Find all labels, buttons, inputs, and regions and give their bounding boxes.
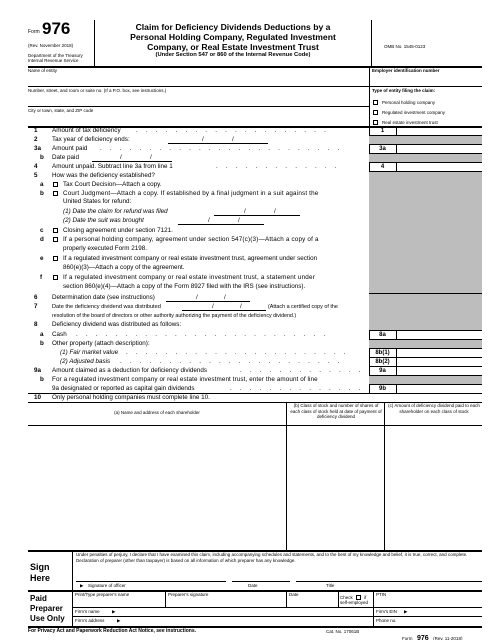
line-5a-num: a: [40, 181, 44, 188]
sign-title-2: Here: [30, 573, 51, 583]
line-4-amount[interactable]: [397, 163, 482, 171]
type-option-1: Personal holding company: [382, 100, 436, 105]
line-7-date-field[interactable]: [182, 303, 266, 311]
line-5d-num: d: [40, 236, 44, 243]
self-employed-label: self-employed: [340, 600, 369, 605]
privacy-notice: For Privacy Act and Paperwork Reduction Act Notice, see instructions.: [28, 628, 197, 634]
form-976-page: [28, 19, 482, 640]
preparer-signature-field[interactable]: [166, 598, 284, 607]
line-9a-dots: . . . . . . . . . . . . .: [240, 367, 364, 374]
table-col-b-entries[interactable]: [287, 426, 384, 550]
line-2-date-field[interactable]: [168, 136, 268, 144]
date-sep: /: [120, 154, 122, 161]
title-line-1: Claim for Deficiency Dividends Deductions by a: [135, 22, 331, 32]
omb-number: OMB No. 1545-0123: [384, 44, 426, 49]
line-4-dots: . . . . . . . . . . . . .: [216, 163, 340, 170]
line-5f-num: f: [40, 274, 43, 281]
line-8a-dots: . . . . . . . . . . . . . . . . . . . . . . . . . .: [76, 331, 329, 338]
checkbox-5d[interactable]: [53, 237, 58, 242]
line-5e-text2: 860(e)(3)—Attach a copy of the agreement.: [63, 264, 185, 271]
line-9b-box: 9b: [378, 386, 386, 392]
city-label: City or town, state, and ZIP code: [28, 108, 94, 113]
date-sep: /: [274, 208, 276, 215]
line-9b-num: b: [40, 376, 44, 383]
entity-name-field[interactable]: [28, 74, 368, 86]
line-8b1-box: 8b(1): [375, 350, 390, 356]
line-9b-amount[interactable]: [397, 385, 482, 393]
signature-label: Signature of officer: [88, 583, 126, 588]
line-3b-num: b: [40, 154, 44, 161]
line-5c-text: Closing agreement under section 7121.: [63, 227, 173, 234]
check-label: Check: [340, 595, 353, 600]
line-5b2-date-field[interactable]: [178, 217, 264, 225]
title-label: Title: [326, 583, 335, 588]
date-sep: /: [196, 294, 198, 301]
line-9a-box: 9a: [379, 368, 386, 374]
line-5a-text: Tax Court Decision—Attach a copy.: [63, 181, 162, 188]
ptin-label: PTIN: [376, 592, 387, 597]
preparer-date-label: Date: [289, 592, 299, 597]
preparer-title-1: Paid: [30, 594, 47, 603]
entity-name-label: Name of entity: [28, 68, 58, 73]
line-4-num: 4: [34, 163, 38, 170]
phone-label: Phone no.: [376, 618, 397, 623]
line-8a-num: a: [40, 331, 44, 338]
line-5c-num: c: [40, 227, 44, 234]
title-line-2: Personal Holding Company, Regulated Investment: [130, 32, 336, 42]
line-6-text: Determination date (see instructions): [52, 294, 155, 301]
title-line-3: Company, or Real Estate Investment Trust: [147, 42, 319, 52]
line-7-text: Date the deficiency dividend was distributed: [52, 304, 161, 310]
checkbox-5b[interactable]: [53, 191, 58, 196]
form-subtitle: (Under Section 547 or 860 of the Internal Revenue Code): [155, 52, 311, 58]
line-3a-num: 3a: [34, 145, 42, 152]
officer-date-field[interactable]: [232, 568, 290, 582]
line-8-text: Deficiency dividend was distributed as follows:: [52, 321, 182, 328]
table-col-c-entries[interactable]: [385, 426, 482, 550]
line-8b1-amount[interactable]: [397, 349, 482, 357]
date-sep: /: [244, 208, 246, 215]
footer-form-number: 976: [416, 635, 429, 640]
firm-address-field[interactable]: [124, 617, 370, 625]
line-2-text: Tax year of deficiency ends:: [52, 136, 130, 143]
line-5b-text2: United States for refund:: [63, 198, 132, 205]
line-3a-dots: . . . . . . . . . . . . . . . . . . . . . . . . .: [100, 145, 343, 152]
line-2-num: 2: [34, 136, 38, 143]
line-9b-text2: 9a designated or reported as capital gain dividends: [52, 385, 195, 392]
line-7-text-b: (Attach a certified copy of the: [268, 304, 338, 310]
line-9b-dots: . . . . . . . . . . . . . . .: [230, 385, 374, 392]
line-5d-text: If a personal holding company, agreement under section 547(c)(3)—Attach a copy of a: [63, 236, 319, 243]
firm-ein-field[interactable]: [412, 608, 482, 616]
line-5b1-text: (1) Date the claim for refund was filed: [63, 208, 168, 215]
type-option-3: Real estate investment trust: [382, 120, 438, 125]
table-col-b-header: (b) Class of stock and number of shares of each class of stock held at date of payment of deficiency dividend: [290, 403, 382, 419]
line-5-text: How was the deficiency established?: [52, 172, 155, 179]
line-5b2-text: (2) Date the suit was brought: [63, 217, 144, 224]
preparer-date-field[interactable]: [287, 598, 337, 607]
footer-form-id: [402, 627, 462, 640]
line-10-num: 10: [34, 394, 42, 401]
footer-form-word: Form: [402, 636, 413, 640]
line-1-num: 1: [34, 127, 38, 134]
form-word: Form: [28, 29, 40, 35]
table-col-a-entries[interactable]: [28, 426, 286, 550]
checkbox-5a[interactable]: [53, 182, 58, 187]
firm-address-label: Firm's address: [75, 618, 105, 623]
line-8a-box: 8a: [379, 332, 386, 338]
date-sep: /: [202, 136, 204, 143]
line-1-text: Amount of tax deficiency: [52, 127, 121, 134]
table-col-c-header: (c) Amount of deficiency dividend paid to each shareholder on each class of stock: [388, 403, 480, 414]
line-8b2-amount[interactable]: [397, 358, 482, 366]
date-sep: /: [150, 154, 152, 161]
phone-field[interactable]: [406, 617, 482, 625]
footer-revision: (Rev. 11-2018): [433, 636, 463, 640]
line-9b-text: For a regulated investment company or real estate investment trust, enter the amount of line: [52, 376, 318, 383]
line-8b2-text: (2) Adjusted basis: [60, 358, 111, 365]
if-label: if: [364, 595, 367, 600]
line-5f-text2: section 860(e)(4)—Attach a copy of the Form 8927 filed with the IRS (see instructions).: [63, 283, 306, 290]
firm-name-field[interactable]: [120, 608, 370, 616]
preparer-signature-label: Preparer's signature: [168, 592, 209, 597]
irs-label: Internal Revenue Service: [28, 58, 79, 63]
address-label: Number, street, and room or suite no. (If a P.O. box, see instructions.): [28, 88, 167, 93]
line-8-num: 8: [34, 321, 38, 328]
form-id-block: [28, 20, 92, 70]
line-3a-box: 3a: [379, 146, 386, 152]
form-revision: (Rev. November 2018): [28, 43, 74, 48]
line-8b2-box: 8b(2): [375, 359, 390, 365]
type-option-2: Regulated investment company: [382, 110, 446, 115]
cat-number: Cat. No. 17061B: [326, 629, 360, 634]
line-5e-num: e: [40, 255, 44, 262]
preparer-name-field[interactable]: [74, 598, 164, 607]
line-6-num: 6: [34, 294, 38, 301]
checkbox-personal-holding[interactable]: [373, 100, 378, 105]
line-5d-text2: properly executed Form 2198.: [63, 245, 148, 252]
sign-title-1: Sign: [30, 562, 50, 572]
line-5f-text: If a regulated investment company or real estate investment trust, a statement under: [63, 274, 316, 281]
line-8b-text: Other property (attach description):: [52, 340, 150, 347]
officer-title-field[interactable]: [296, 568, 482, 582]
line-3b-text: Date paid: [52, 154, 79, 161]
line-8b2-dots: . . . . . . . . . . . . . . . . . . . . . . .: [120, 358, 343, 365]
checkbox-5e[interactable]: [53, 256, 58, 261]
date-sep: /: [232, 136, 234, 143]
firm-ein-label: Firm's EIN: [376, 609, 397, 614]
line-3a-amount[interactable]: [397, 145, 482, 153]
ein-field[interactable]: [371, 74, 482, 86]
checkbox-5f[interactable]: [53, 275, 58, 280]
arrow-icon: ▶: [117, 618, 121, 623]
preparer-name-label: Print/Type preparer's name: [75, 592, 130, 597]
date-sep: /: [240, 303, 242, 310]
line-8b-num: b: [40, 340, 44, 347]
preparer-title-2: Preparer: [30, 604, 63, 613]
line-8a-text: Cash: [52, 331, 67, 338]
date-sep: /: [224, 294, 226, 301]
arrow-icon: ▶: [404, 609, 408, 614]
line-5-num: 5: [34, 172, 38, 179]
line-9a-amount[interactable]: [397, 367, 482, 375]
line-1-box: 1: [380, 128, 385, 134]
checkbox-regulated-investment[interactable]: [373, 110, 378, 115]
arrow-icon: ▶: [112, 609, 116, 614]
table-col-a-header: (a) Name and address of each shareholder: [114, 410, 200, 415]
date-label: Date: [248, 583, 258, 588]
line-7-text2: resolution of the board of directors or other authority authorizing the payment of the deficiency dividend.): [52, 313, 297, 319]
perjury-declaration: Under penalties of perjury, I declare that I have examined this claim, including accompanying schedules and statements, and to the best of my knowledge and belief, it is true, correct, and complete. Declaration of preparer (other than taxpayer) is based on all information of which preparer has any knowledge.: [76, 552, 468, 563]
line-5e-text: If a regulated investment company or real estate investment trust, agreement under section: [63, 255, 318, 262]
arrow-icon: ▶: [80, 583, 84, 588]
line-6-date-field[interactable]: [166, 294, 250, 302]
form-title: [98, 22, 368, 59]
line-9a-text: Amount claimed as a deduction for deficiency dividends: [52, 367, 208, 374]
date-sep: /: [238, 217, 240, 224]
line-1-amount[interactable]: [397, 127, 482, 135]
line-8b1-text: (1) Fair market value: [60, 349, 119, 356]
line-1-dots: . . . . . . . . . . . . . . . . . . . .: [136, 127, 330, 134]
line-5b1-date-field[interactable]: [214, 208, 300, 216]
line-3b-date-field[interactable]: [92, 154, 172, 162]
line-8a-amount[interactable]: [397, 331, 482, 339]
checkbox-real-estate-trust[interactable]: [373, 120, 378, 125]
ein-label: Employer identification number: [372, 68, 440, 73]
line-4-text: Amount unpaid. Subtract line 3a from line 1: [52, 163, 173, 170]
form-number: 976: [42, 19, 71, 38]
date-sep: /: [212, 303, 214, 310]
line-9a-num: 9a: [34, 367, 42, 374]
ptin-field[interactable]: [374, 598, 482, 607]
department: Department of the Treasury: [28, 53, 83, 58]
line-5b-text: Court Judgment—Attach a copy. If established by a final judgment in a suit against the: [63, 190, 319, 197]
address-field[interactable]: [28, 94, 368, 106]
line-7-num: 7: [34, 303, 38, 310]
entity-type-label: Type of entity filing the claim:: [372, 88, 436, 93]
line-10-text: Only personal holding companies must complete line 10.: [52, 394, 210, 401]
date-sep: /: [208, 217, 210, 224]
firm-name-label: Firm's name: [75, 609, 100, 614]
line-8b1-dots: . . . . . . . . . . . . . . . . . . . . . . .: [126, 349, 349, 356]
preparer-title-3: Use Only: [30, 614, 65, 623]
line-5b-num: b: [40, 190, 44, 197]
line-3a-text: Amount paid: [52, 145, 88, 152]
line-4-box: 4: [380, 164, 385, 170]
officer-signature-field[interactable]: [76, 568, 226, 582]
checkbox-5c[interactable]: [53, 228, 58, 233]
